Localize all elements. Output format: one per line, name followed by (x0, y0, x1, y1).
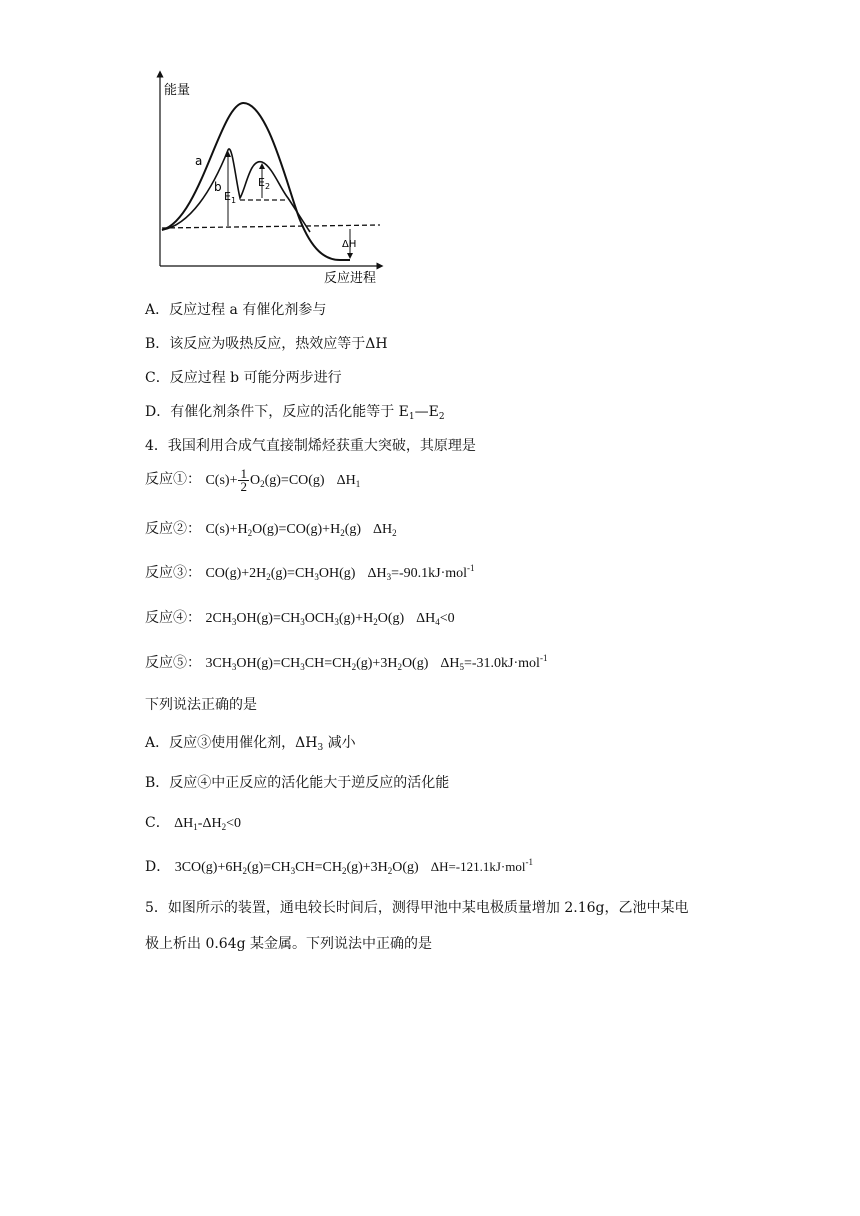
reactant-level (162, 225, 380, 228)
energy-diagram (140, 70, 400, 285)
q3-option-d: D．有催化剂条件下，反应的活化能等于 $E_1—E_2$ (145, 404, 445, 422)
y-axis-label: 能量 (164, 83, 191, 98)
e1-label: $E_1$ (224, 190, 237, 205)
q3-option-b: B．该反应为吸热反应，热效应等于ΔH (145, 336, 388, 352)
x-axis-label: 反应进程 (324, 271, 377, 285)
q4-stem: 4．我国利用合成气直接制烯烃获重大突破，其原理是 (145, 438, 476, 454)
q3-option-a: A．反应过程 a 有催化剂参与 (145, 302, 327, 318)
curve-a-label: a (195, 154, 203, 168)
reaction-2: 反应②： $C(s)+H_2O(g)=CO(g)+H_2(g)$ $\Delta H_2$ (145, 521, 397, 538)
q4-option-c: C． $\Delta H_1-\Delta H_2<0$ (145, 815, 241, 832)
reaction-1: 反应①： C(s)+ $\frac{1}{2}$ $O_2(g)=CO(g)$ $\Delta H_1$ (145, 466, 361, 494)
q5-stem-line1: 5．如图所示的装置，通电较长时间后，测得甲池中某电极质量增加 2.16g，乙池中某电 (145, 900, 689, 916)
q4-option-b: B．反应④中正反应的活化能大于逆反应的活化能 (145, 775, 450, 791)
reaction-3: 反应③： $CO(g)+2H_2(g)=CH_3OH(g)$ $\Delta H_3=-90.1kJ\cdot mol^{-1}$ (145, 563, 475, 582)
q3-option-c: C．反应过程 b 可能分两步进行 (145, 370, 342, 386)
reaction-5: 反应⑤： $3CH_3OH(g)=CH_3CH=CH_2(g)+3H_2O(g)$ $\Delta H_5=-31.0kJ\cdot mol^{-1}$ (145, 653, 548, 672)
reaction-4: 反应④： $2CH_3OH(g)=CH_3OCH_3(g)+H_2O(g)$ $\Delta H_4<0$ (145, 610, 455, 627)
q5-stem-line2: 极上析出 0.64g 某金属。下列说法中正确的是 (145, 936, 433, 952)
q4-prompt: 下列说法正确的是 (145, 697, 257, 713)
curve-b-label: b (214, 180, 222, 194)
q4-option-d: D． $3CO(g)+6H_2(g)=CH_3CH=CH_2(g)+3H_2O(g)$ ΔH=-121.1kJ·mol$^{-1}$ (145, 857, 533, 876)
curve-b (162, 149, 310, 232)
e2-label: $E_2$ (258, 176, 271, 191)
curve-a (162, 103, 350, 260)
dh-label: ΔH (342, 239, 357, 250)
q4-option-a: A．反应③使用催化剂，$\Delta H_3$ 减小 (145, 735, 356, 753)
